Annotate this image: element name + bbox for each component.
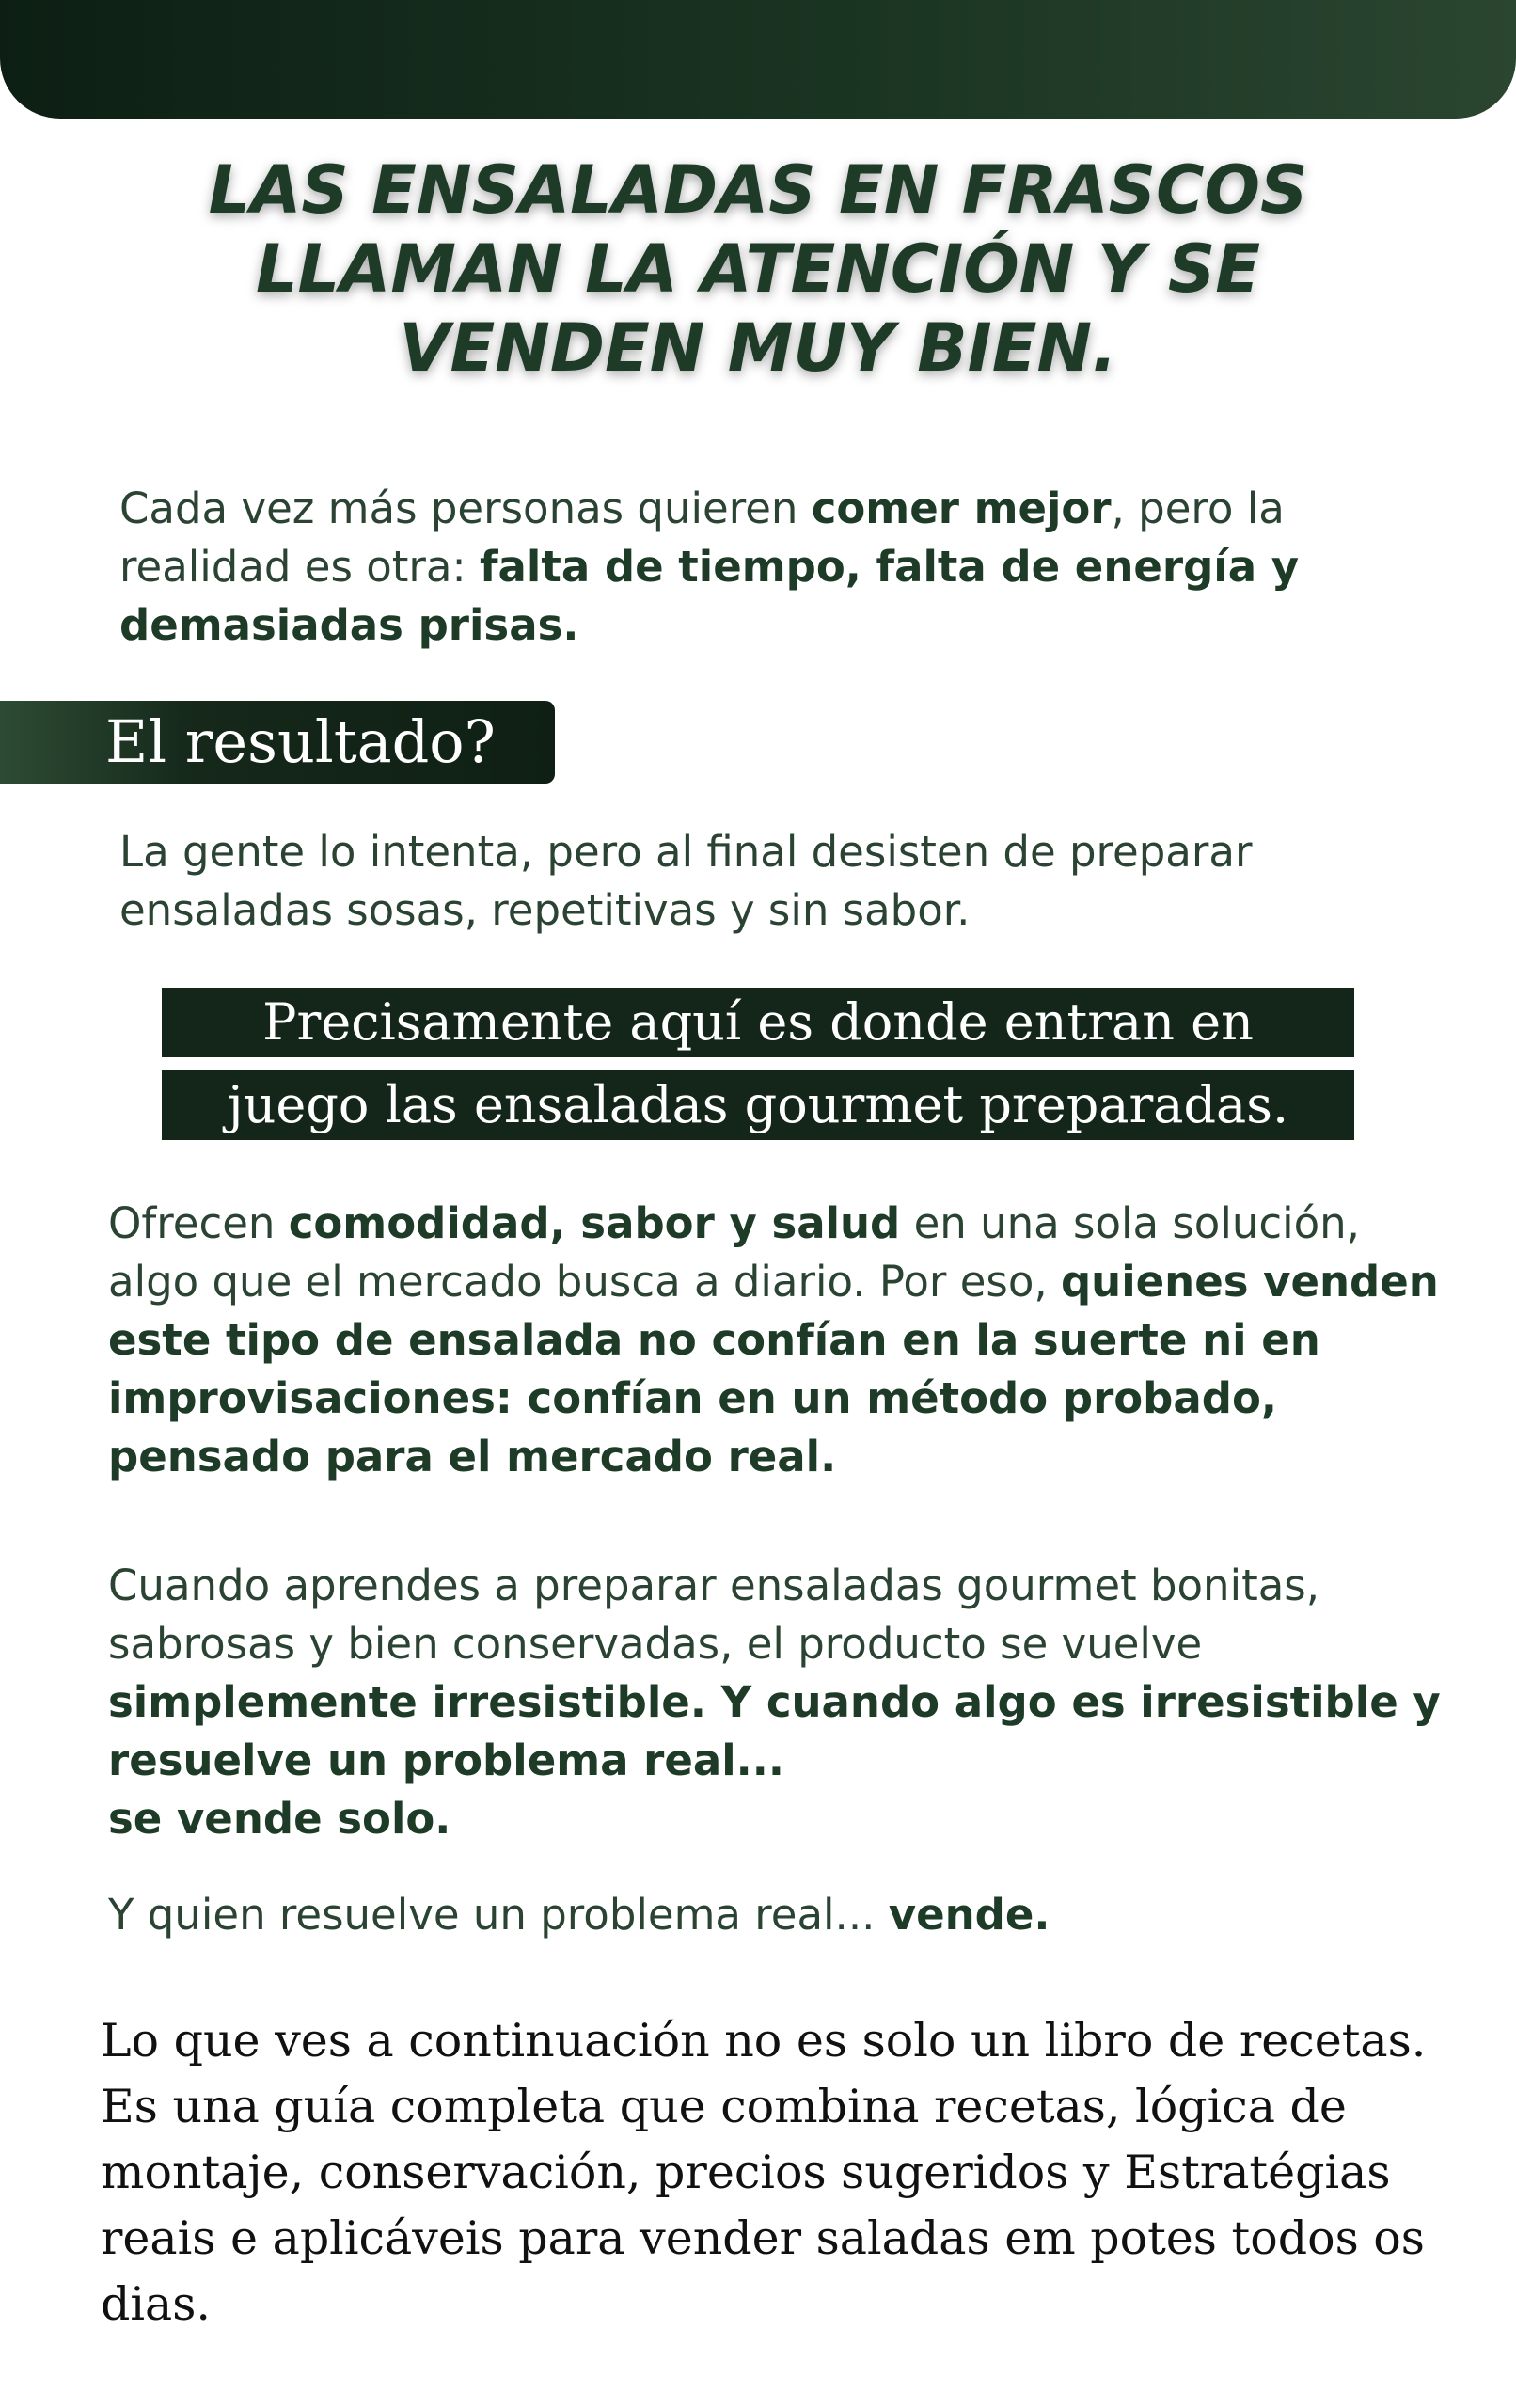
intro-bold-1: comer mejor [811,483,1112,533]
learn-bold-1: simplemente irresistible. Y cuando algo es irresistible y resuelve un problema real... [108,1677,1441,1785]
intro-bold-2: falta de tiempo, falta de energía y demasiadas prisas. [119,542,1300,650]
highlight-line-1: Precisamente aquí es donde entran en [262,992,1254,1052]
offer-text-2: en una sola solución, algo que el mercado busca a diario. Por eso, [108,1198,1360,1307]
offer-bold-1: comodidad, sabor y salud [288,1198,901,1248]
offer-bold-2: quienes venden este tipo de ensalada no confían en la suerte ni en improvisaciones: confían en un método probado, pensado para el mercado real. [108,1257,1439,1481]
result-paragraph: La gente lo intenta, pero al final desisten de preparar ensaladas sosas, repetitivas y sin sabor. [119,827,1253,935]
headline-line-3: VENDEN MUY BIEN. [399,309,1117,387]
highlight-line-2: juego las ensaladas gourmet preparadas. [227,1075,1289,1134]
headline-line-1: LAS ENSALADAS EN FRASCOS [208,151,1308,229]
headline [113,150,1403,388]
sell-text: Y quien resuelve un problema real... [108,1890,889,1940]
offer-text-1: Ofrecen [108,1198,289,1248]
sell-bold: vende. [888,1890,1050,1940]
intro-paragraph [119,480,1436,655]
offer-paragraph [108,1195,1444,1486]
intro-text-1: Cada vez más personas quieren [119,483,812,533]
headline-line-2: LLAMAN LA ATENCIÓN Y SE [255,230,1261,308]
learn-text-1: Cuando aprendes a preparar ensaladas gourmet bonitas, sabrosas y bien conservadas, el producto se vuelve [108,1560,1320,1669]
top-banner [0,0,1516,119]
sell-paragraph [108,1886,1444,1944]
learn-paragraph [108,1557,1444,1848]
result-label: El resultado? [105,707,496,776]
learn-bold-2: se vende solo. [108,1794,451,1844]
closing-paragraph: Lo que ves a continuación no es solo un libro de recetas. Es una guía completa que combina recetas, lógica de montaje, conservación, precios sugeridos y Estratégias reais e aplicáveis para vender saladas em potes todos os dias. [101,2014,1427,2331]
intro-text-2: , pero la realidad es otra: [119,483,1285,592]
